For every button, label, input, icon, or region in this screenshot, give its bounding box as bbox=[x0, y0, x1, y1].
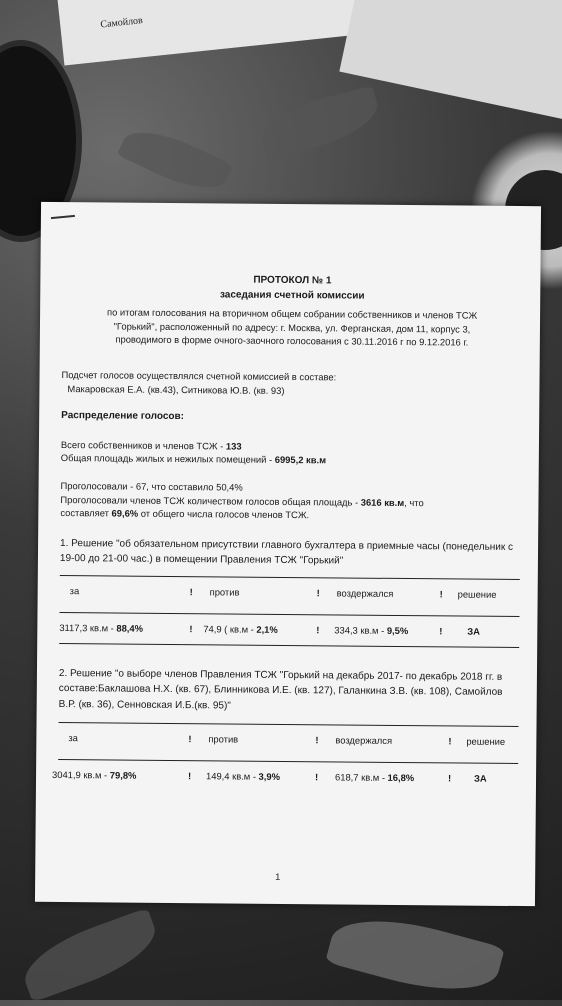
result-against: 74,9 ( кв.м - 2,1% bbox=[203, 623, 278, 635]
document-body bbox=[52, 272, 522, 792]
result-decision: ЗА bbox=[467, 625, 481, 637]
voted-share-value: 69,6% bbox=[111, 507, 139, 519]
col-abstain: воздержался bbox=[335, 734, 393, 747]
decision-1-results bbox=[59, 621, 519, 645]
total-area: Общая площадь жилых и нежилых помещений - 6995,2 кв.м bbox=[60, 452, 327, 466]
separator-mark: ! bbox=[316, 587, 320, 599]
decision-2-results bbox=[52, 768, 518, 792]
separator-mark: ! bbox=[439, 625, 443, 637]
page-number: 1 bbox=[275, 870, 281, 882]
separator-mark: ! bbox=[189, 585, 193, 597]
separator-mark: ! bbox=[316, 624, 320, 636]
decision-1-votes bbox=[59, 584, 519, 622]
separator-mark: ! bbox=[448, 772, 452, 784]
votes-header-row bbox=[60, 584, 520, 600]
votes-header-row bbox=[58, 731, 518, 748]
intro-line: проводимого в форме очного-заочного голосования с 30.11.2016 г по 9.12.2016 г. bbox=[115, 333, 469, 348]
votes-result-row bbox=[59, 621, 519, 637]
background-leaf bbox=[325, 904, 505, 1006]
separator-mark: ! bbox=[439, 588, 443, 600]
decision-2-votes bbox=[58, 731, 518, 769]
result-for: 3117,3 кв.м - 88,4% bbox=[59, 621, 144, 634]
background-paper-text: Самойлов bbox=[99, 15, 144, 31]
voted-area-value: 3616 кв.м bbox=[360, 496, 405, 508]
result-decision: ЗА bbox=[474, 772, 487, 784]
total-owners: Всего собственников и членов ТСЖ - 133 bbox=[60, 438, 242, 452]
separator-mark: ! bbox=[188, 733, 192, 745]
divider bbox=[60, 575, 520, 580]
pen-mark bbox=[51, 215, 75, 219]
document-intro bbox=[62, 305, 522, 350]
voted-area: Проголосовали членов ТСЖ количеством голосов общая площадь - 3616 кв.м, что bbox=[60, 493, 424, 508]
counting-committee bbox=[61, 368, 521, 399]
separator-mark: ! bbox=[448, 735, 452, 747]
total-area-value: 6995,2 кв.м bbox=[274, 454, 327, 466]
result-against: 149,4 кв.м - 3,9% bbox=[206, 770, 281, 783]
voted-line: Проголосовали - 67, что составило 50,4% bbox=[60, 479, 243, 493]
background-paper bbox=[57, 0, 363, 65]
result-for: 3041,9 кв.м - 79,8% bbox=[52, 769, 137, 781]
background-leaf bbox=[117, 119, 234, 202]
divider bbox=[59, 722, 519, 727]
decision-1-text: 1. Решение "об обязательном присутствии главного бухгалтера в приемные часы (понедельник с 19-00 до 21-00 час.) в помещении Правления ТСЖ "Горький" bbox=[59, 537, 514, 567]
col-against: против bbox=[208, 733, 239, 745]
protocol-document bbox=[35, 202, 541, 906]
votes-result-row bbox=[52, 768, 518, 784]
counting-members: Макаровская Е.А. (кв.43), Ситникова Ю.В. (кв. 93) bbox=[67, 382, 285, 396]
document-subtitle: заседания счетной комиссии bbox=[219, 288, 365, 302]
voted-share: составляет 69,6% от общего числа голосов членов ТСЖ. bbox=[60, 507, 310, 521]
decision-2-text: 2. Решение "о выборе членов Правления ТСЖ "Горький на декабрь 2017- по декабрь 2018 гг. в составе:Баклашова Н.Х. (кв. 67), Блинникова И.Е. (кв. 127), Галанкина З.В. (кв. 108), Самойлов В.Р. (кв. 36), Сенновская И.Б.(кв. 95)" bbox=[58, 667, 503, 712]
distribution-heading: Распределение голосов: bbox=[61, 410, 185, 423]
total-owners-value: 133 bbox=[225, 440, 242, 452]
background-leaf bbox=[256, 85, 384, 160]
result-abstain: 618,7 кв.м - 16,8% bbox=[335, 771, 415, 784]
col-abstain: воздержался bbox=[336, 587, 394, 599]
counting-label: Подсчет голосов осуществлялся счетной комиссией в составе: bbox=[61, 368, 337, 383]
intro-line: по итогам голосования на вторичном общем собрании собственников и членов ТСЖ bbox=[106, 306, 478, 321]
col-for: за bbox=[69, 584, 80, 596]
col-against: против bbox=[209, 586, 240, 598]
voting-summary bbox=[60, 479, 520, 524]
result-abstain: 334,3 кв.м - 9,5% bbox=[334, 624, 409, 636]
document-title: ПРОТОКОЛ № 1 bbox=[253, 274, 332, 287]
intro-line: "Горький", расположенный по адресу: г. Москва, ул. Ферганская, дом 11, корпус 3, bbox=[113, 320, 471, 335]
background-leaf bbox=[16, 908, 165, 1003]
separator-mark: ! bbox=[315, 734, 319, 746]
separator-mark: ! bbox=[188, 770, 192, 782]
col-decision: решение bbox=[466, 735, 506, 748]
separator-mark: ! bbox=[315, 771, 319, 783]
separator-mark: ! bbox=[189, 622, 193, 634]
owners-summary bbox=[61, 438, 521, 469]
col-for: за bbox=[68, 732, 78, 744]
col-decision: решение bbox=[457, 588, 497, 600]
